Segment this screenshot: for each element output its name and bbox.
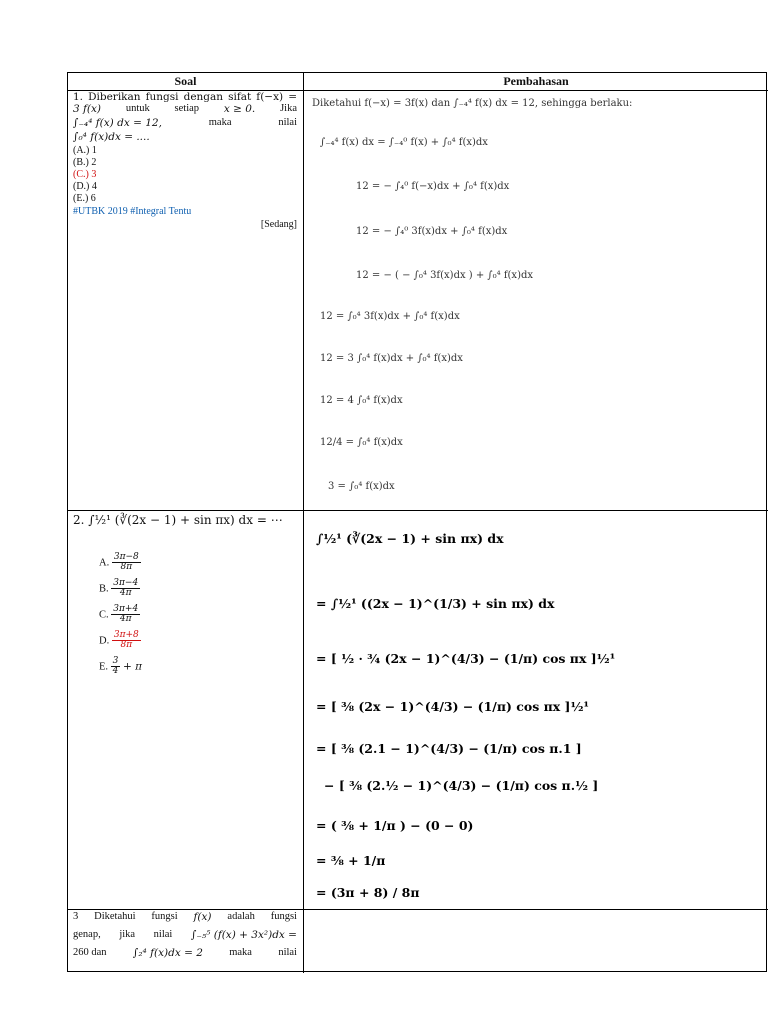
q2-solution-step-6: − [ ⅜ (2.½ − 1)^(4/3) − (1/π) cos π.½ ] bbox=[324, 778, 599, 793]
q1-solution-step-7: 12 = 4 ∫₀⁴ f(x)dx bbox=[320, 395, 403, 406]
q2-solution-step-7: = ( ⅜ + 1/π ) − (0 − 0) bbox=[316, 818, 474, 833]
question-1 bbox=[73, 91, 297, 230]
q2-option-letter: B. bbox=[99, 583, 109, 595]
q1-difficulty: [Sedang] bbox=[260, 219, 297, 230]
q2-question: 2. ∫½¹ (∛(2x − 1) + sin πx) dx = ⋯ bbox=[73, 513, 283, 527]
q3-word: Diketahui bbox=[94, 911, 136, 922]
numerator: 3π−4 bbox=[113, 577, 139, 588]
q1-solution-step-8: 12/4 = ∫₀⁴ f(x)dx bbox=[320, 437, 403, 448]
q3-word: adalah bbox=[227, 911, 255, 922]
q2-option-fraction bbox=[111, 657, 121, 677]
q2-option-d-answer bbox=[99, 631, 297, 651]
q1-word: Jika bbox=[280, 103, 297, 114]
q2-solution-step-3: = [ ½ · ¾ (2x − 1)^(4/3) − (1/π) cos πx ]½¹ bbox=[316, 651, 616, 666]
q2-options bbox=[99, 553, 297, 676]
q1-option-b: (B.) 2 bbox=[73, 157, 97, 168]
numerator: 3π+4 bbox=[113, 603, 139, 614]
worksheet-table bbox=[67, 72, 767, 972]
q1-expr: x ≥ 0. bbox=[223, 103, 256, 115]
q2-option-a bbox=[99, 553, 297, 573]
q3-expr: f(x) bbox=[193, 911, 212, 923]
q1-options bbox=[73, 145, 297, 204]
q2-solution-step-8: = ⅜ + 1/π bbox=[316, 853, 386, 868]
numerator: 3π+8 bbox=[113, 629, 139, 640]
q2-option-b bbox=[99, 579, 297, 599]
q1-solution-intro: Diketahui f(−x) = 3f(x) dan ∫₋₄⁴ f(x) dx = 12, sehingga berlaku: bbox=[312, 98, 633, 109]
q2-option-letter: A. bbox=[99, 557, 110, 569]
q2-option-fraction bbox=[111, 579, 140, 599]
q1-line1: 1. Diberikan fungsi dengan sifat f(−x) = bbox=[73, 91, 297, 103]
q3-line3 bbox=[73, 947, 297, 959]
q2-option-c bbox=[99, 605, 297, 625]
q3-word: fungsi bbox=[151, 911, 178, 922]
q1-option-c-answer: (C.) 3 bbox=[73, 169, 97, 180]
q1-option-e: (E.) 6 bbox=[73, 193, 96, 204]
q1-solution-step-1: ∫₋₄⁴ f(x) dx = ∫₋₄⁰ f(x) + ∫₀⁴ f(x)dx bbox=[320, 137, 488, 148]
q1-solution-step-5: 12 = ∫₀⁴ 3f(x)dx + ∫₀⁴ f(x)dx bbox=[320, 311, 460, 322]
denominator: 8π bbox=[120, 640, 133, 651]
numerator: 3π−8 bbox=[113, 552, 139, 562]
q2-option-e bbox=[99, 657, 297, 677]
q3-word: fungsi bbox=[270, 911, 297, 922]
q2-option-letter: E. bbox=[99, 660, 109, 672]
denominator: 4 bbox=[112, 665, 119, 676]
q2-solution-step-9: = (3π + 8) / 8π bbox=[316, 885, 420, 900]
q1-solution-step-4: 12 = − ( − ∫₀⁴ 3f(x)dx ) + ∫₀⁴ f(x)dx bbox=[356, 270, 534, 281]
row-divider-2 bbox=[68, 909, 768, 910]
q1-tags: #UTBK 2019 #Integral Tentu bbox=[73, 206, 192, 217]
q1-option-a: (A.) 1 bbox=[73, 145, 97, 156]
header-pembahasan: Pembahasan bbox=[503, 74, 569, 88]
q2-option-letter: C. bbox=[99, 609, 109, 621]
numerator: 3 bbox=[112, 655, 119, 666]
q3-word: 260 dan bbox=[73, 947, 107, 958]
q1-expr: 3 f(x) bbox=[73, 103, 102, 115]
q3-line1 bbox=[73, 911, 297, 923]
q1-solution-step-2: 12 = − ∫₄⁰ f(−x)dx + ∫₀⁴ f(x)dx bbox=[356, 181, 510, 192]
q3-word: jika bbox=[119, 929, 136, 940]
q2-option-fraction bbox=[111, 605, 140, 625]
q1-word: maka bbox=[208, 117, 232, 128]
denominator: 8π bbox=[120, 562, 133, 573]
q1-expr: ∫₋₄⁴ f(x) dx = 12, bbox=[73, 117, 162, 129]
q1-solution-step-6: 12 = 3 ∫₀⁴ f(x)dx + ∫₀⁴ f(x)dx bbox=[320, 353, 463, 364]
q2-option-fraction bbox=[112, 631, 141, 651]
q2-solution-step-1: ∫½¹ (∛(2x − 1) + sin πx) dx bbox=[316, 531, 504, 546]
column-divider bbox=[303, 73, 304, 973]
q2-option-letter: D. bbox=[99, 634, 110, 646]
q2-solution-step-2: = ∫½¹ ((2x − 1)^(1/3) + sin πx) dx bbox=[316, 596, 555, 611]
q1-word: nilai bbox=[278, 117, 297, 128]
q3-word: 3 bbox=[73, 911, 79, 922]
q1-line4: ∫₀⁴ f(x)dx = .... bbox=[73, 131, 150, 143]
q1-option-d: (D.) 4 bbox=[73, 181, 97, 192]
question-3 bbox=[73, 911, 297, 959]
q3-word: maka bbox=[229, 947, 252, 958]
q1-word: untuk bbox=[125, 103, 150, 114]
q1-line3 bbox=[73, 117, 297, 129]
denominator: 4π bbox=[119, 588, 132, 599]
q1-word: setiap bbox=[174, 103, 200, 114]
row-divider-1 bbox=[68, 510, 768, 511]
q2-solution-step-4: = [ ⅜ (2x − 1)^(4/3) − (1/π) cos πx ]½¹ bbox=[316, 699, 589, 714]
q2-option-fraction bbox=[112, 553, 141, 573]
q3-line2 bbox=[73, 929, 297, 941]
q1-solution-step-3: 12 = − ∫₄⁰ 3f(x)dx + ∫₀⁴ f(x)dx bbox=[356, 226, 508, 237]
header-soal: Soal bbox=[174, 74, 197, 88]
q2-solution-step-5: = [ ⅜ (2.1 − 1)^(4/3) − (1/π) cos π.1 ] bbox=[316, 741, 582, 756]
q3-word: nilai bbox=[153, 929, 173, 940]
q2-option-tail: + π bbox=[123, 659, 143, 672]
q1-solution-step-9: 3 = ∫₀⁴ f(x)dx bbox=[328, 481, 395, 492]
q1-line2 bbox=[73, 103, 297, 115]
q3-expr: ∫₋₅⁵ (f(x) + 3x²)dx = bbox=[190, 929, 297, 941]
q3-word: genap, bbox=[73, 929, 101, 940]
q3-word: nilai bbox=[278, 947, 297, 958]
question-2 bbox=[73, 513, 297, 682]
denominator: 4π bbox=[119, 614, 132, 625]
q3-expr: ∫₂⁴ f(x)dx = 2 bbox=[132, 947, 203, 959]
